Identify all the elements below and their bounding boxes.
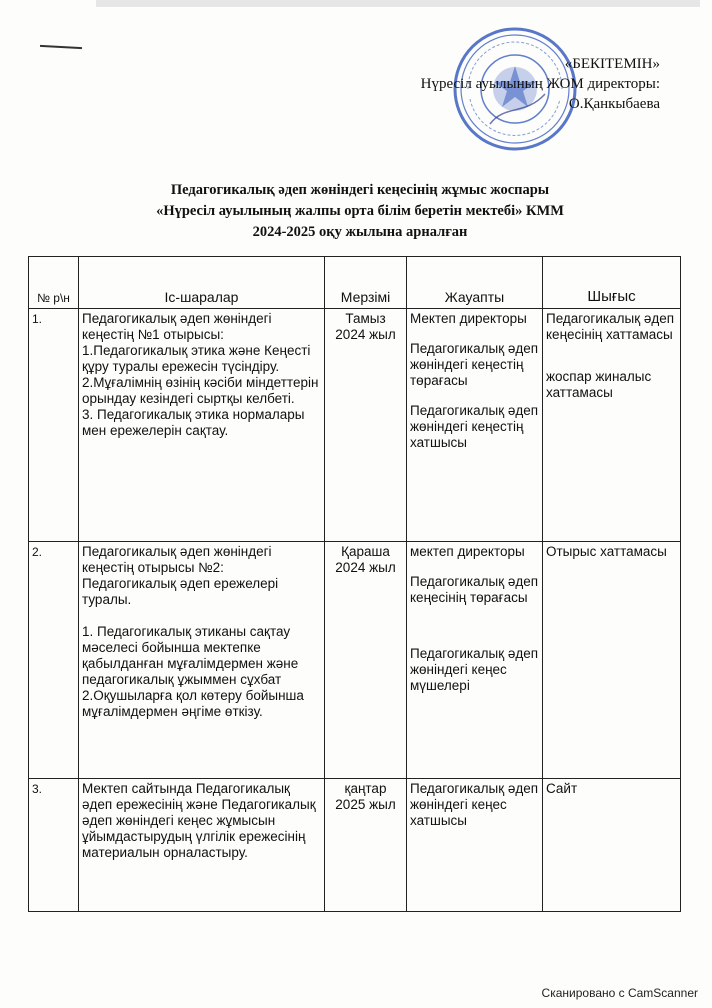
- row-event: Мектеп сайтында Педагогикалық әдеп ережесінің және Педагогикалық әдеп жөніндегі кеңес жұмысын ұйымдастырудың үлгілік ережесінің материалын орналастыру.: [79, 779, 325, 912]
- header-responsible: Жауапты: [407, 257, 543, 309]
- row-output: [543, 309, 681, 542]
- row-responsible: [407, 309, 543, 542]
- approval-block: [421, 54, 660, 114]
- row-responsible: [407, 779, 543, 912]
- approval-label: «БЕКІТЕМІН»: [564, 56, 660, 72]
- approval-name: О.Қанкыбаева: [568, 96, 660, 112]
- header-date: Мерзімі: [325, 257, 407, 309]
- row-num: 3.: [29, 779, 79, 912]
- document-title: [110, 180, 610, 243]
- header-output: Шығыс: [543, 257, 681, 309]
- row-date: Қараша 2024 жыл: [325, 542, 407, 779]
- title-line-3: 2024-2025 оқу жылына арналған: [252, 224, 468, 240]
- scan-edge: [96, 0, 700, 7]
- responsible-item: мектеп директоры: [410, 544, 525, 559]
- header-num: № р\н: [29, 257, 79, 309]
- header-event: Іс-шаралар: [79, 257, 325, 309]
- output-item: Педагогикалық әдеп кеңесінің хаттамасы: [546, 311, 675, 342]
- row-event: Педагогикалық әдеп жөніндегі кеңестің отырысы №2: Педагогикалық әдеп ережелері туралы. 1. Педагогикалық этиканы сақтау мәселесі бойынша мектепке қабылданған мұғалімдермен және педагогикалық ұжыммен сұхбат 2.Оқушыларға қол көтеру бойынша мұғалімдермен әңгіме өткізу.: [79, 542, 325, 779]
- responsible-item: Педагогикалық әдеп жөніндегі кеңестің төрағасы: [410, 341, 539, 388]
- row-event: Педагогикалық әдеп жөніндегі кеңестің №1 отырысы: 1.Педагогикалық этика және Кеңесті құру туралы ережесін түсіндіру. 2.Мұғалімнің өзінің кәсіби міндеттерін орындау кезіндегі сыртқы келбеті. 3. Педагогикалық этика нормалары мен ережелерін сақтау.: [79, 309, 325, 542]
- title-line-2: «Нүресіл ауылының жалпы орта білім беретін мектебі» КММ: [156, 203, 564, 219]
- row-num: 1.: [29, 309, 79, 542]
- table-row: [29, 779, 681, 912]
- scanner-watermark: Сканировано с CamScanner: [541, 986, 698, 1000]
- responsible-item: Педагогикалық әдеп жөніндегі кеңес мүшелері: [410, 646, 539, 693]
- table-row: [29, 309, 681, 542]
- plan-table: [28, 256, 681, 912]
- output-item: Сайт: [546, 781, 578, 796]
- row-output: [543, 542, 681, 779]
- row-output: [543, 779, 681, 912]
- responsible-item: Педагогикалық әдеп кеңесінің төрағасы: [410, 574, 539, 605]
- row-date: қаңтар 2025 жыл: [325, 779, 407, 912]
- title-line-1: Педагогикалық әдеп жөніндегі кеңесінің жұмыс жоспары: [170, 182, 550, 198]
- table-header-row: [29, 257, 681, 309]
- row-num: 2.: [29, 542, 79, 779]
- responsible-item: Педагогикалық әдеп жөніндегі кеңестің хатшысы: [410, 403, 539, 450]
- table-row: [29, 542, 681, 779]
- row-responsible: [407, 542, 543, 779]
- approval-position: Нүресіл ауылының ЖОМ директоры:: [420, 76, 660, 92]
- responsible-item: Педагогикалық әдеп жөніндегі кеңес хатшысы: [410, 781, 539, 828]
- dash-mark: [40, 45, 82, 49]
- row-date: Тамыз 2024 жыл: [325, 309, 407, 542]
- output-item: жоспар жиналыс хаттамасы: [546, 369, 652, 400]
- responsible-item: Мектеп директоры: [410, 311, 527, 326]
- output-item: Отырыс хаттамасы: [546, 544, 667, 559]
